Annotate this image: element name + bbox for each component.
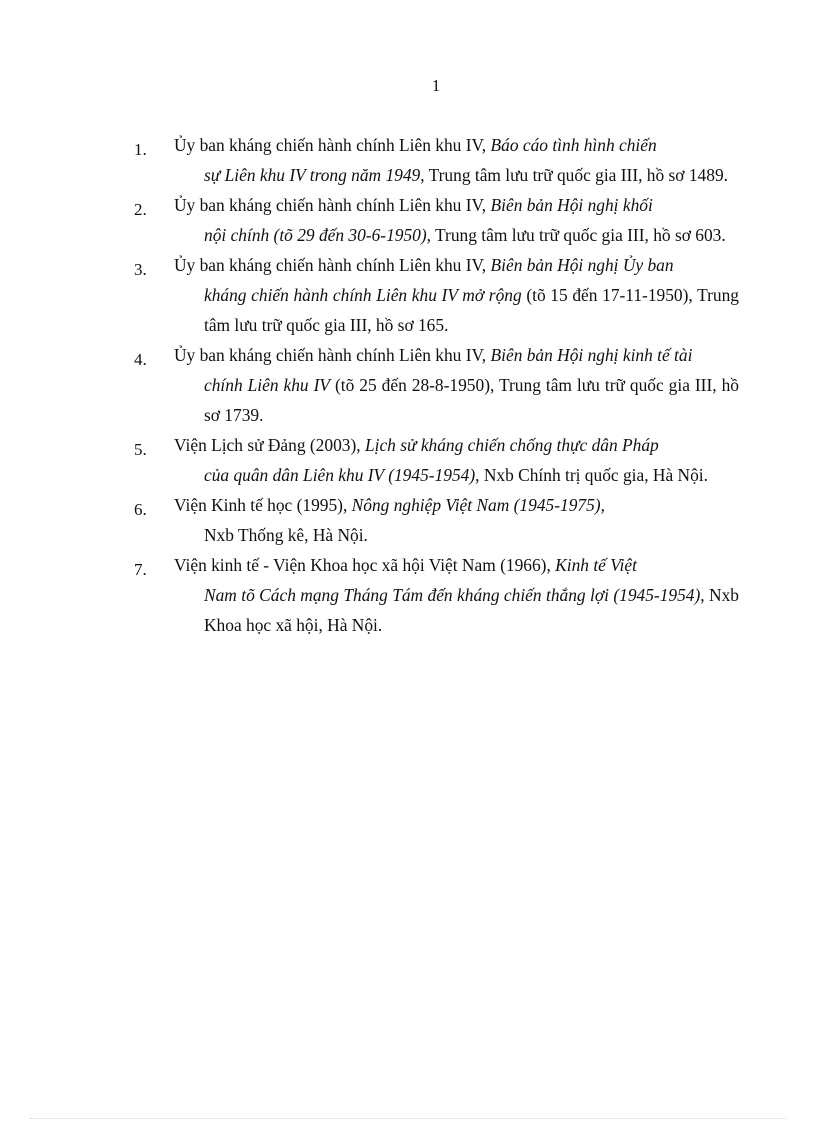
reference-author: Viện Lịch sử Đảng (2003),	[174, 435, 365, 455]
reference-continuation	[174, 370, 739, 430]
reference-text	[174, 490, 739, 550]
reference-source: , Trung tâm lưu trữ quốc gia III, hồ sơ 603.	[426, 225, 726, 245]
reference-text	[174, 430, 739, 490]
list-item	[0, 250, 816, 340]
reference-author: Viện Kinh tế học (1995),	[174, 495, 352, 515]
reference-source: Nxb Thống kê, Hà Nội.	[204, 525, 368, 545]
reference-source: , Nxb Chính trị quốc gia, Hà Nội.	[475, 465, 708, 485]
reference-first-line	[174, 190, 739, 220]
reference-title-start: Nông nghiệp Việt Nam (1945-1975),	[351, 495, 605, 515]
reference-first-line	[174, 550, 739, 580]
reference-number: 3.	[134, 260, 147, 279]
reference-title-start: Biên bản Hội nghị kinh tế tài	[490, 345, 693, 365]
reference-author: Ủy ban kháng chiến hành chính Liên khu IV,	[174, 195, 491, 215]
reference-title-end: nội chính (tõ 29 đến 30-6-1950)	[204, 225, 427, 245]
list-item	[0, 550, 816, 640]
reference-continuation	[174, 460, 739, 490]
reference-text	[174, 550, 739, 640]
reference-text	[174, 340, 739, 430]
reference-source: , Nxb Khoa học xã hội, Hà Nội.	[204, 585, 739, 635]
reference-author: Ủy ban kháng chiến hành chính Liên khu IV,	[174, 255, 491, 275]
reference-title-start: Biên bản Hội nghị khối	[490, 195, 653, 215]
list-item	[0, 490, 816, 550]
reference-first-line	[174, 130, 739, 160]
reference-author: Ủy ban kháng chiến hành chính Liên khu IV,	[174, 345, 491, 365]
reference-continuation	[174, 160, 739, 190]
reference-source: (tõ 15 đến 17-11-1950), Trung tâm lưu trữ quốc gia III, hồ sơ 165.	[204, 285, 739, 335]
reference-title-end: của quân dân Liên khu IV (1945-1954)	[204, 465, 476, 485]
reference-source: , Trung tâm lưu trữ quốc gia III, hồ sơ 1489.	[420, 165, 728, 185]
reference-title-end: Nam tõ Cách mạng Tháng Tám đến kháng chiến thắng lợi (1945-1954)	[204, 585, 701, 605]
reference-author: Viện kinh tế - Viện Khoa học xã hội Việt Nam (1966),	[174, 555, 556, 575]
reference-title-start: Biên bản Hội nghị Ủy ban	[490, 255, 674, 275]
reference-author: Ủy ban kháng chiến hành chính Liên khu IV,	[174, 135, 491, 155]
reference-title-end: kháng chiến hành chính Liên khu IV mở rộng	[204, 285, 522, 305]
page-number: 1	[431, 76, 441, 95]
reference-text	[174, 130, 739, 190]
reference-title-start: Lịch sử kháng chiến chống thực dân Pháp	[364, 435, 659, 455]
reference-first-line	[174, 340, 739, 370]
reference-first-line	[174, 430, 739, 460]
reference-continuation	[174, 580, 739, 640]
reference-first-line	[174, 490, 739, 520]
list-item	[0, 340, 816, 430]
reference-number: 5.	[134, 440, 147, 459]
reference-title-start: Kinh tế Việt	[555, 555, 637, 575]
reference-text	[174, 250, 739, 340]
reference-number: 6.	[134, 500, 147, 519]
reference-source: (tõ 25 đến 28-8-1950), Trung tâm lưu trữ quốc gia III, hồ sơ 1739.	[204, 375, 739, 425]
reference-title-end: chính Liên khu IV	[204, 375, 331, 395]
reference-title-start: Báo cáo tình hình chiến	[490, 135, 657, 155]
list-item	[0, 430, 816, 490]
reference-continuation	[174, 220, 739, 250]
reference-first-line	[174, 250, 739, 280]
reference-list	[0, 130, 816, 640]
list-item	[0, 130, 816, 190]
reference-text	[174, 190, 739, 250]
reference-number: 1.	[134, 140, 147, 159]
reference-continuation	[174, 280, 739, 340]
reference-number: 4.	[134, 350, 147, 369]
reference-title-end: sự Liên khu IV trong năm 1949	[204, 165, 421, 185]
reference-number: 7.	[134, 560, 147, 579]
reference-continuation	[174, 520, 739, 550]
list-item	[0, 190, 816, 250]
reference-number: 2.	[134, 200, 147, 219]
page-bottom-divider	[30, 1118, 786, 1119]
